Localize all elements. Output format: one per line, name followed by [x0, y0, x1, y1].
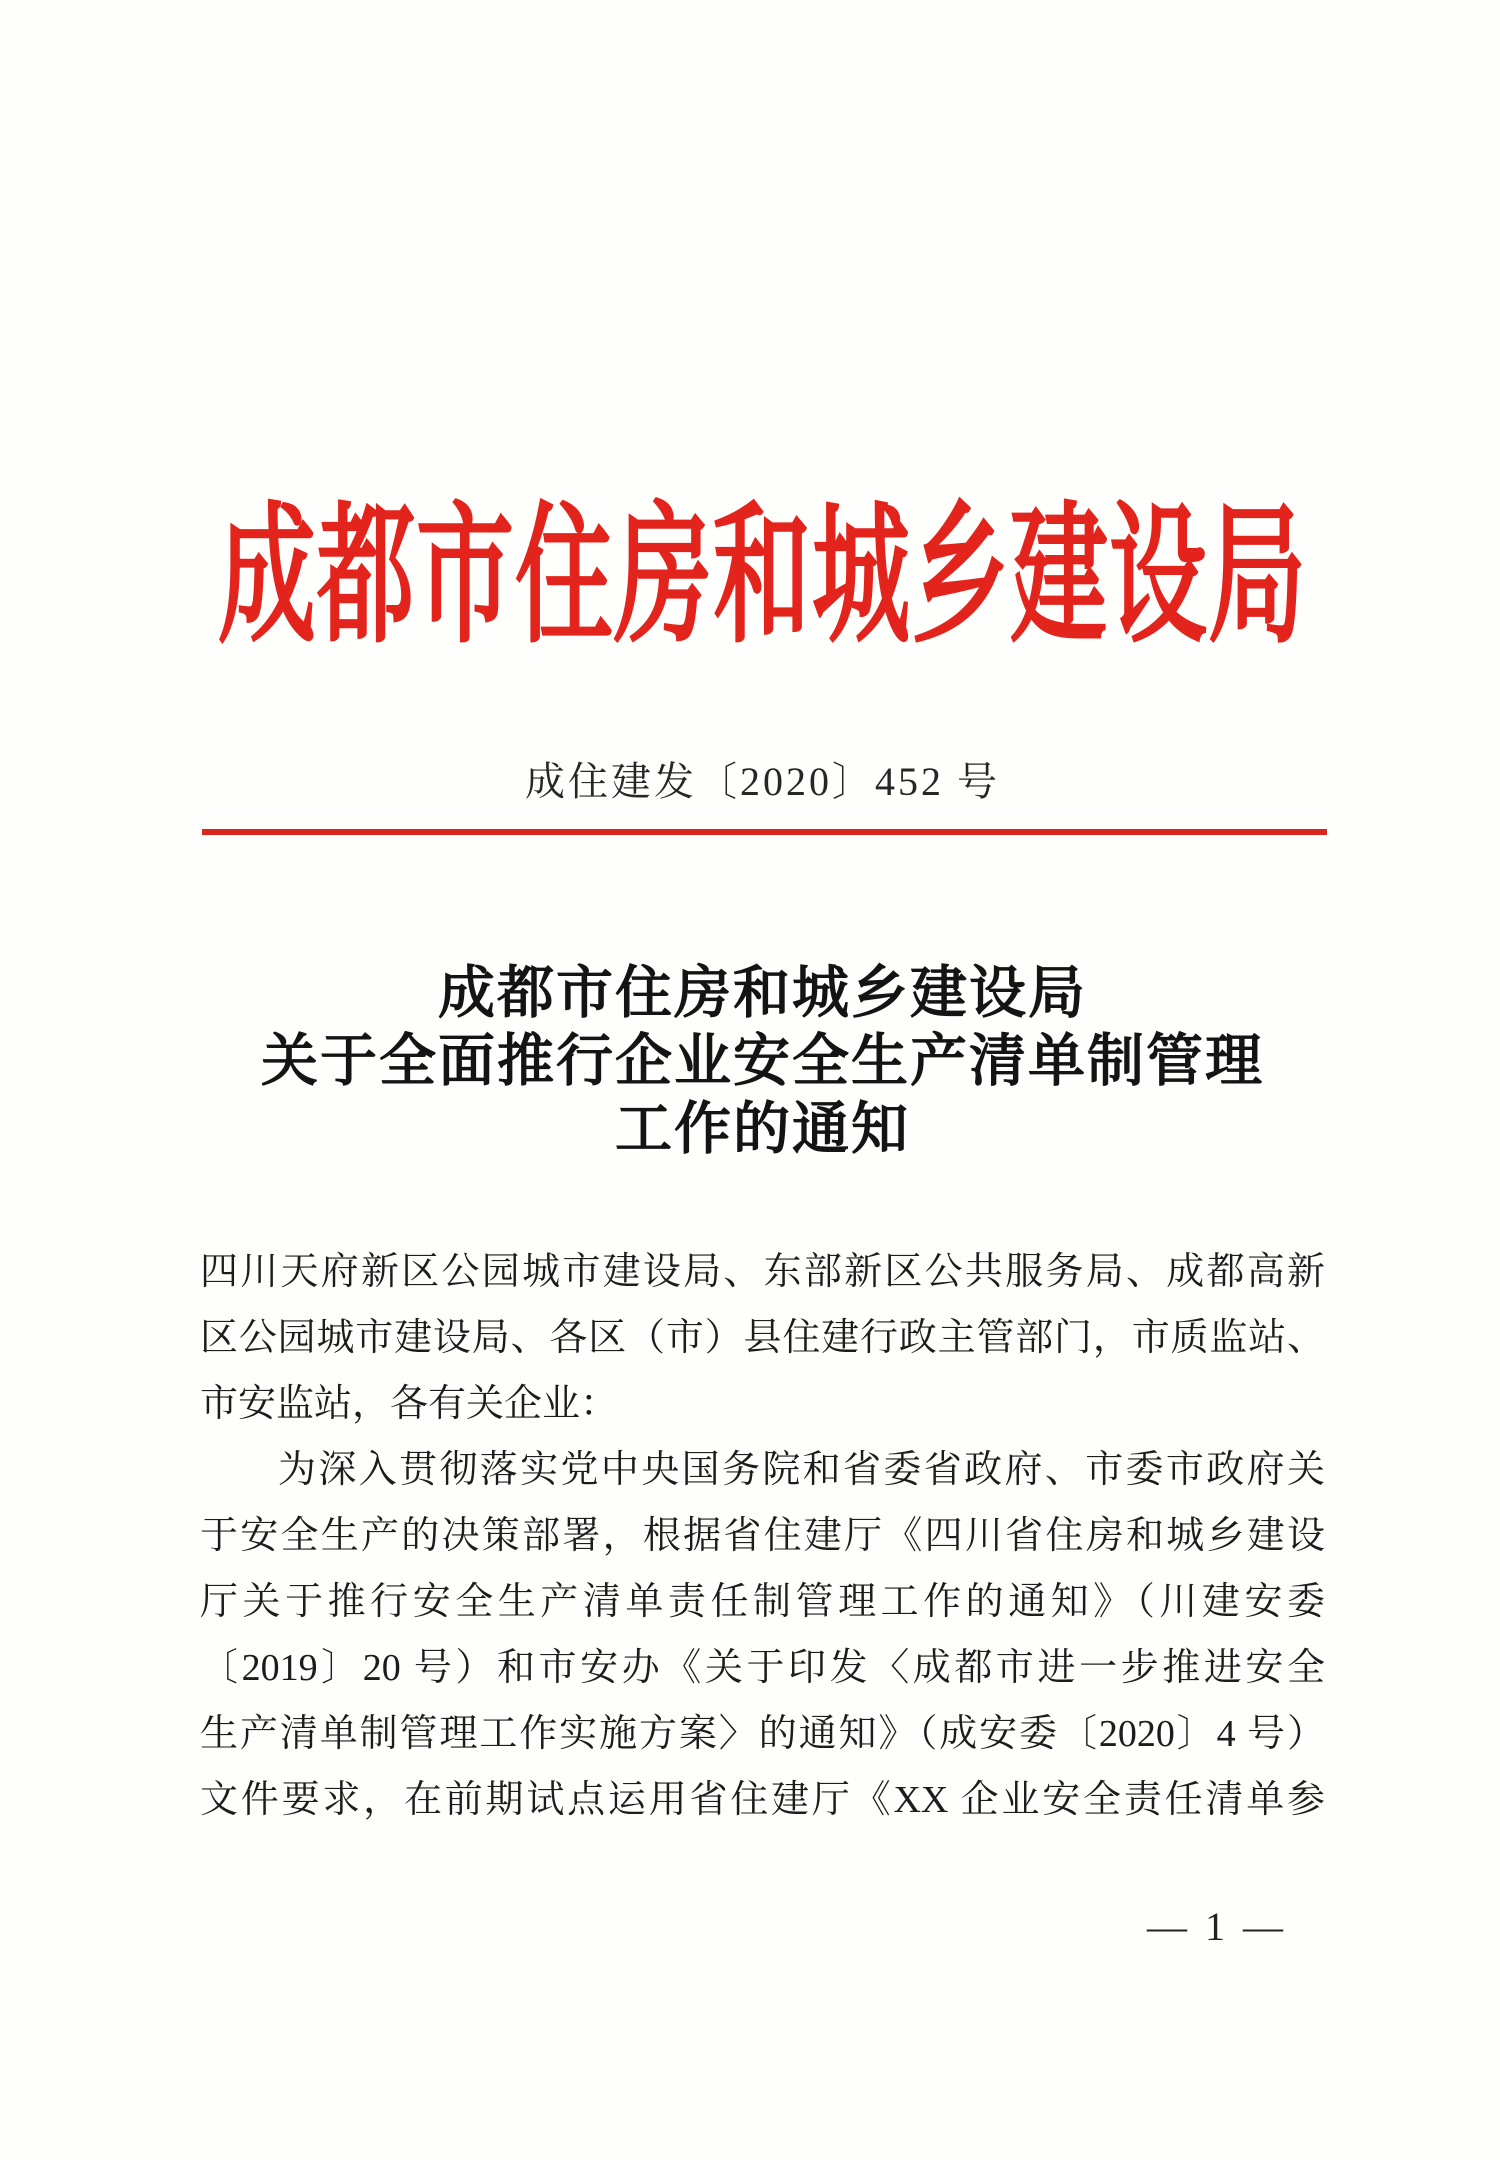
document-number: 成住建发〔2020〕452 号 — [525, 759, 1000, 804]
notice-body — [200, 1239, 1325, 1833]
body-line: 厅关于推行安全生产清单责任制管理工作的通知》（川建安委 — [200, 1581, 1325, 1623]
body-line: 生产清单制管理工作实施方案〉的通知》（成安委〔2020〕4 号） — [200, 1713, 1325, 1755]
page-number: — 1 — — [1147, 1904, 1287, 1949]
notice-title-line-1: 成都市住房和城乡建设局 — [438, 962, 1087, 1025]
body-line: 文件要求，在前期试点运用省住建厅《XX 企业安全责任清单参 — [200, 1779, 1325, 1821]
red-divider-line — [202, 829, 1327, 835]
body-line: 区公园城市建设局、各区（市）县住建行政主管部门，市质监站、 — [200, 1317, 1325, 1359]
body-line: 四川天府新区公园城市建设局、东部新区公共服务局、成都高新 — [200, 1251, 1325, 1293]
notice-title — [200, 960, 1325, 1164]
body-line: 〔2019〕20 号）和市安办《关于印发〈成都市进一步推进安全 — [200, 1647, 1325, 1689]
letterhead-agency-title: 成都市住房和城乡建设局 — [217, 494, 1307, 663]
body-line: 为深入贯彻落实党中央国务院和省委省政府、市委市政府关 — [278, 1449, 1325, 1491]
body-line: 于安全生产的决策部署，根据省住建厅《四川省住房和城乡建设 — [200, 1515, 1325, 1557]
body-line: 市安监站，各有关企业： — [200, 1383, 619, 1425]
notice-title-line-3: 工作的通知 — [615, 1098, 910, 1161]
notice-title-line-2: 关于全面推行企业安全生产清单制管理 — [261, 1030, 1264, 1093]
